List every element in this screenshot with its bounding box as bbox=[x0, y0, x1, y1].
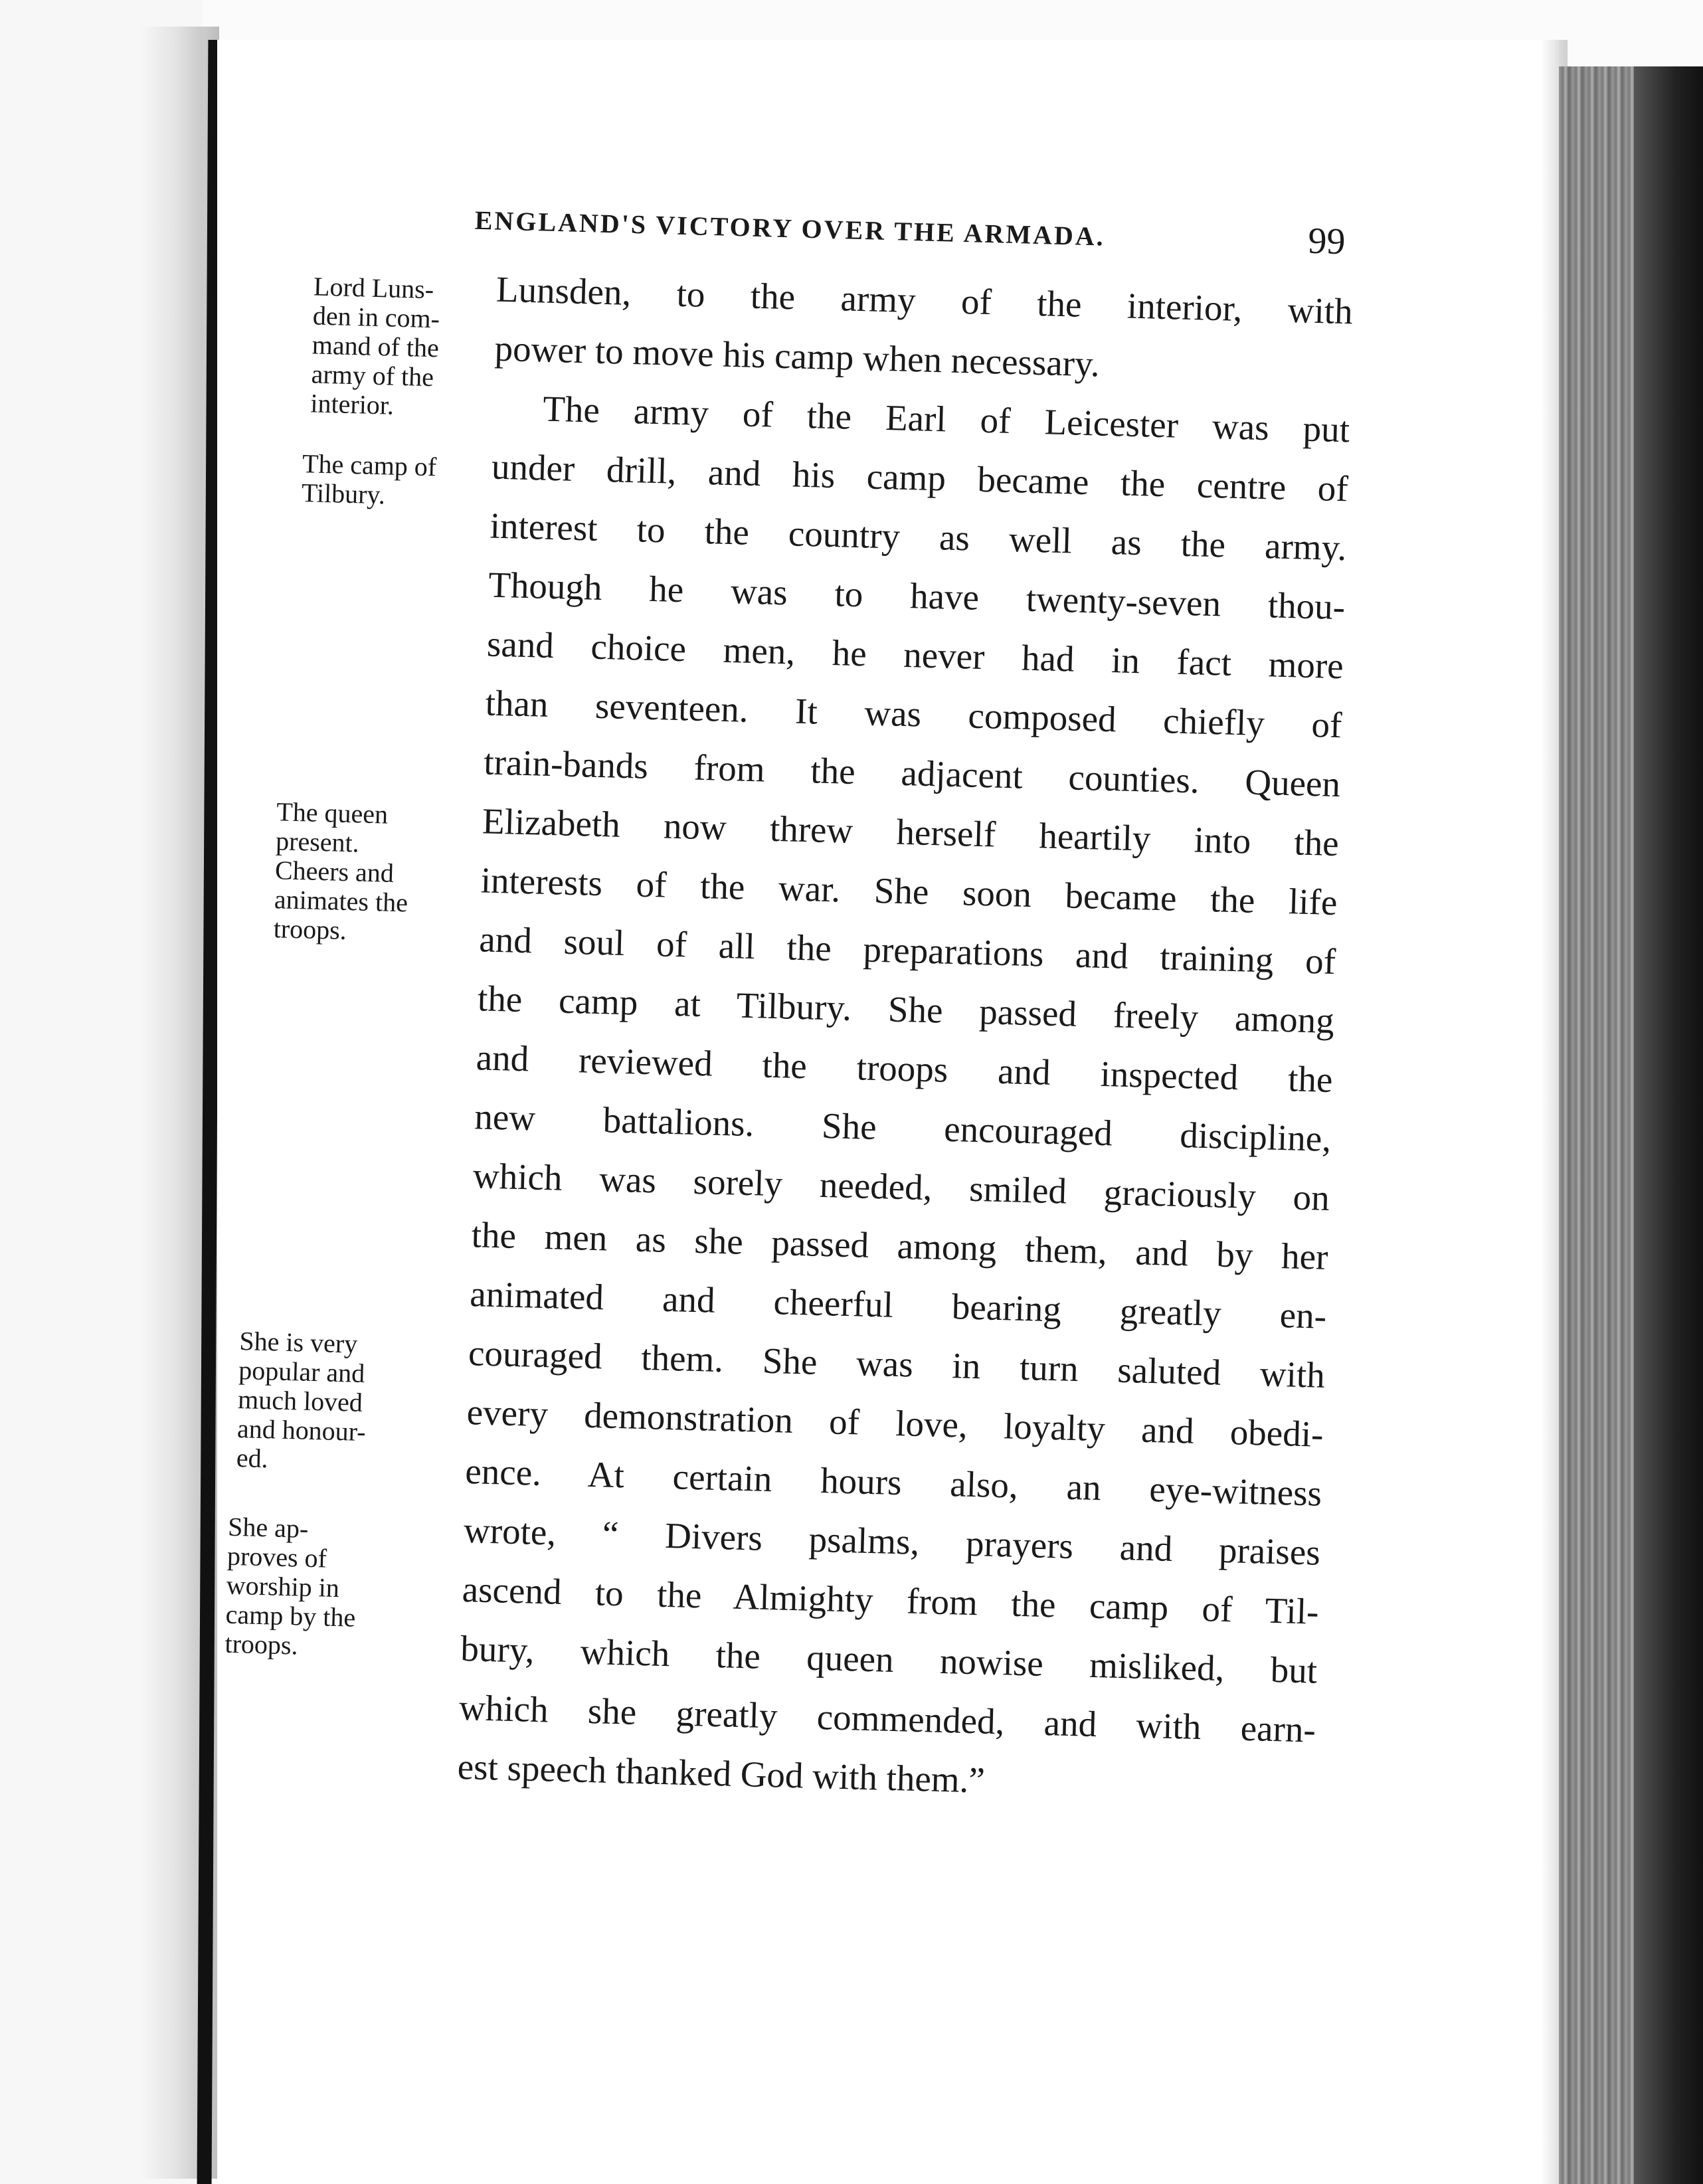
margin-note-line: Lord Luns- bbox=[313, 271, 434, 305]
margin-note-line: worship in bbox=[226, 1570, 340, 1603]
margin-note-line: popular and bbox=[238, 1355, 365, 1389]
text-line: The army of the Earl of Leicester was put bbox=[542, 388, 1350, 450]
margin-note-line: proves of bbox=[226, 1540, 327, 1574]
margin-note-line: She ap- bbox=[227, 1511, 309, 1544]
margin-note-line: troops. bbox=[224, 1628, 299, 1661]
margin-note-line: ed. bbox=[236, 1443, 269, 1474]
text-line: the men as she passed among them, and by her bbox=[471, 1214, 1329, 1277]
text-line: sand choice men, he never had in fact more bbox=[486, 623, 1344, 687]
margin-note-line: present. bbox=[275, 826, 360, 858]
text-line: and soul of all the preparations and training of bbox=[478, 919, 1336, 982]
text-line: power to move his camp when necessary. bbox=[493, 327, 1101, 385]
margin-note-line: troops. bbox=[273, 913, 347, 946]
text-line: train-bands from the adjacent counties. Queen bbox=[483, 741, 1341, 805]
running-head: ENGLAND'S VICTORY OVER THE ARMADA. bbox=[474, 205, 1106, 252]
text-line: interest to the country as well as the army. bbox=[489, 505, 1348, 569]
text-line: than seventeen. It was composed chiefly of bbox=[485, 682, 1343, 746]
margin-note-line: and honour- bbox=[236, 1413, 367, 1447]
book-cover-edge bbox=[1634, 66, 1703, 2184]
text-line: and reviewed the troops and inspected the bbox=[476, 1037, 1334, 1100]
text-line: new battalions. She encouraged discipline, bbox=[474, 1096, 1332, 1159]
margin-note bbox=[273, 797, 456, 948]
margin-note-line: animates the bbox=[274, 884, 408, 918]
text-line: which was sorely needed, smiled graciously on bbox=[472, 1155, 1330, 1218]
margin-note bbox=[224, 1512, 408, 1663]
text-line: every demonstration of love, loyalty and obedi- bbox=[466, 1392, 1324, 1455]
margin-note bbox=[301, 449, 482, 512]
book-page bbox=[217, 40, 1559, 2184]
margin-note-line: mand of the bbox=[312, 329, 440, 363]
text-line: Elizabeth now threw herself heartily into the bbox=[482, 800, 1340, 864]
margin-note bbox=[236, 1326, 419, 1477]
margin-note-line: Tilbury. bbox=[301, 478, 386, 510]
margin-note-line: She is very bbox=[238, 1326, 358, 1359]
text-line: Lunsden, to the army of the interior, with bbox=[495, 268, 1354, 332]
margin-note-line: Cheers and bbox=[274, 855, 395, 888]
text-line: wrote, “ Divers psalms, prayers and praises bbox=[463, 1510, 1321, 1573]
margin-note-line: camp by the bbox=[225, 1599, 356, 1633]
margin-note-line: army of the bbox=[311, 359, 434, 393]
text-line: animated and cheerful bearing greatly en- bbox=[469, 1273, 1327, 1336]
margin-note-line: The queen bbox=[276, 796, 389, 830]
page-number: 99 bbox=[1307, 220, 1346, 263]
margin-note-line: interior. bbox=[310, 388, 395, 420]
margin-note-line: The camp of bbox=[302, 448, 437, 482]
text-line: ence. At certain hours also, an eye-witness bbox=[464, 1451, 1322, 1514]
text-line: the camp at Tilbury. She passed freely among bbox=[477, 978, 1335, 1042]
margin-note bbox=[310, 272, 493, 422]
body-text bbox=[457, 260, 1354, 1819]
text-line: Though he was to have twenty-seven thou- bbox=[488, 564, 1346, 628]
text-line: ascend to the Almighty from the camp of Til- bbox=[462, 1568, 1320, 1632]
text-line: under drill, and his camp became the centre of bbox=[491, 446, 1349, 509]
margin-note-line: much loved bbox=[237, 1384, 363, 1417]
text-line: est speech thanked God with them.” bbox=[457, 1746, 986, 1801]
text-line: which she greatly commended, and with earn- bbox=[458, 1686, 1316, 1750]
margin-note-line: den in com- bbox=[312, 300, 440, 334]
page-content bbox=[217, 40, 1559, 2184]
text-line: couraged them. She was in turn saluted with bbox=[468, 1332, 1326, 1396]
text-line: bury, which the queen nowise misliked, but bbox=[460, 1627, 1318, 1691]
text-line: interests of the war. She soon became the life bbox=[480, 860, 1338, 923]
